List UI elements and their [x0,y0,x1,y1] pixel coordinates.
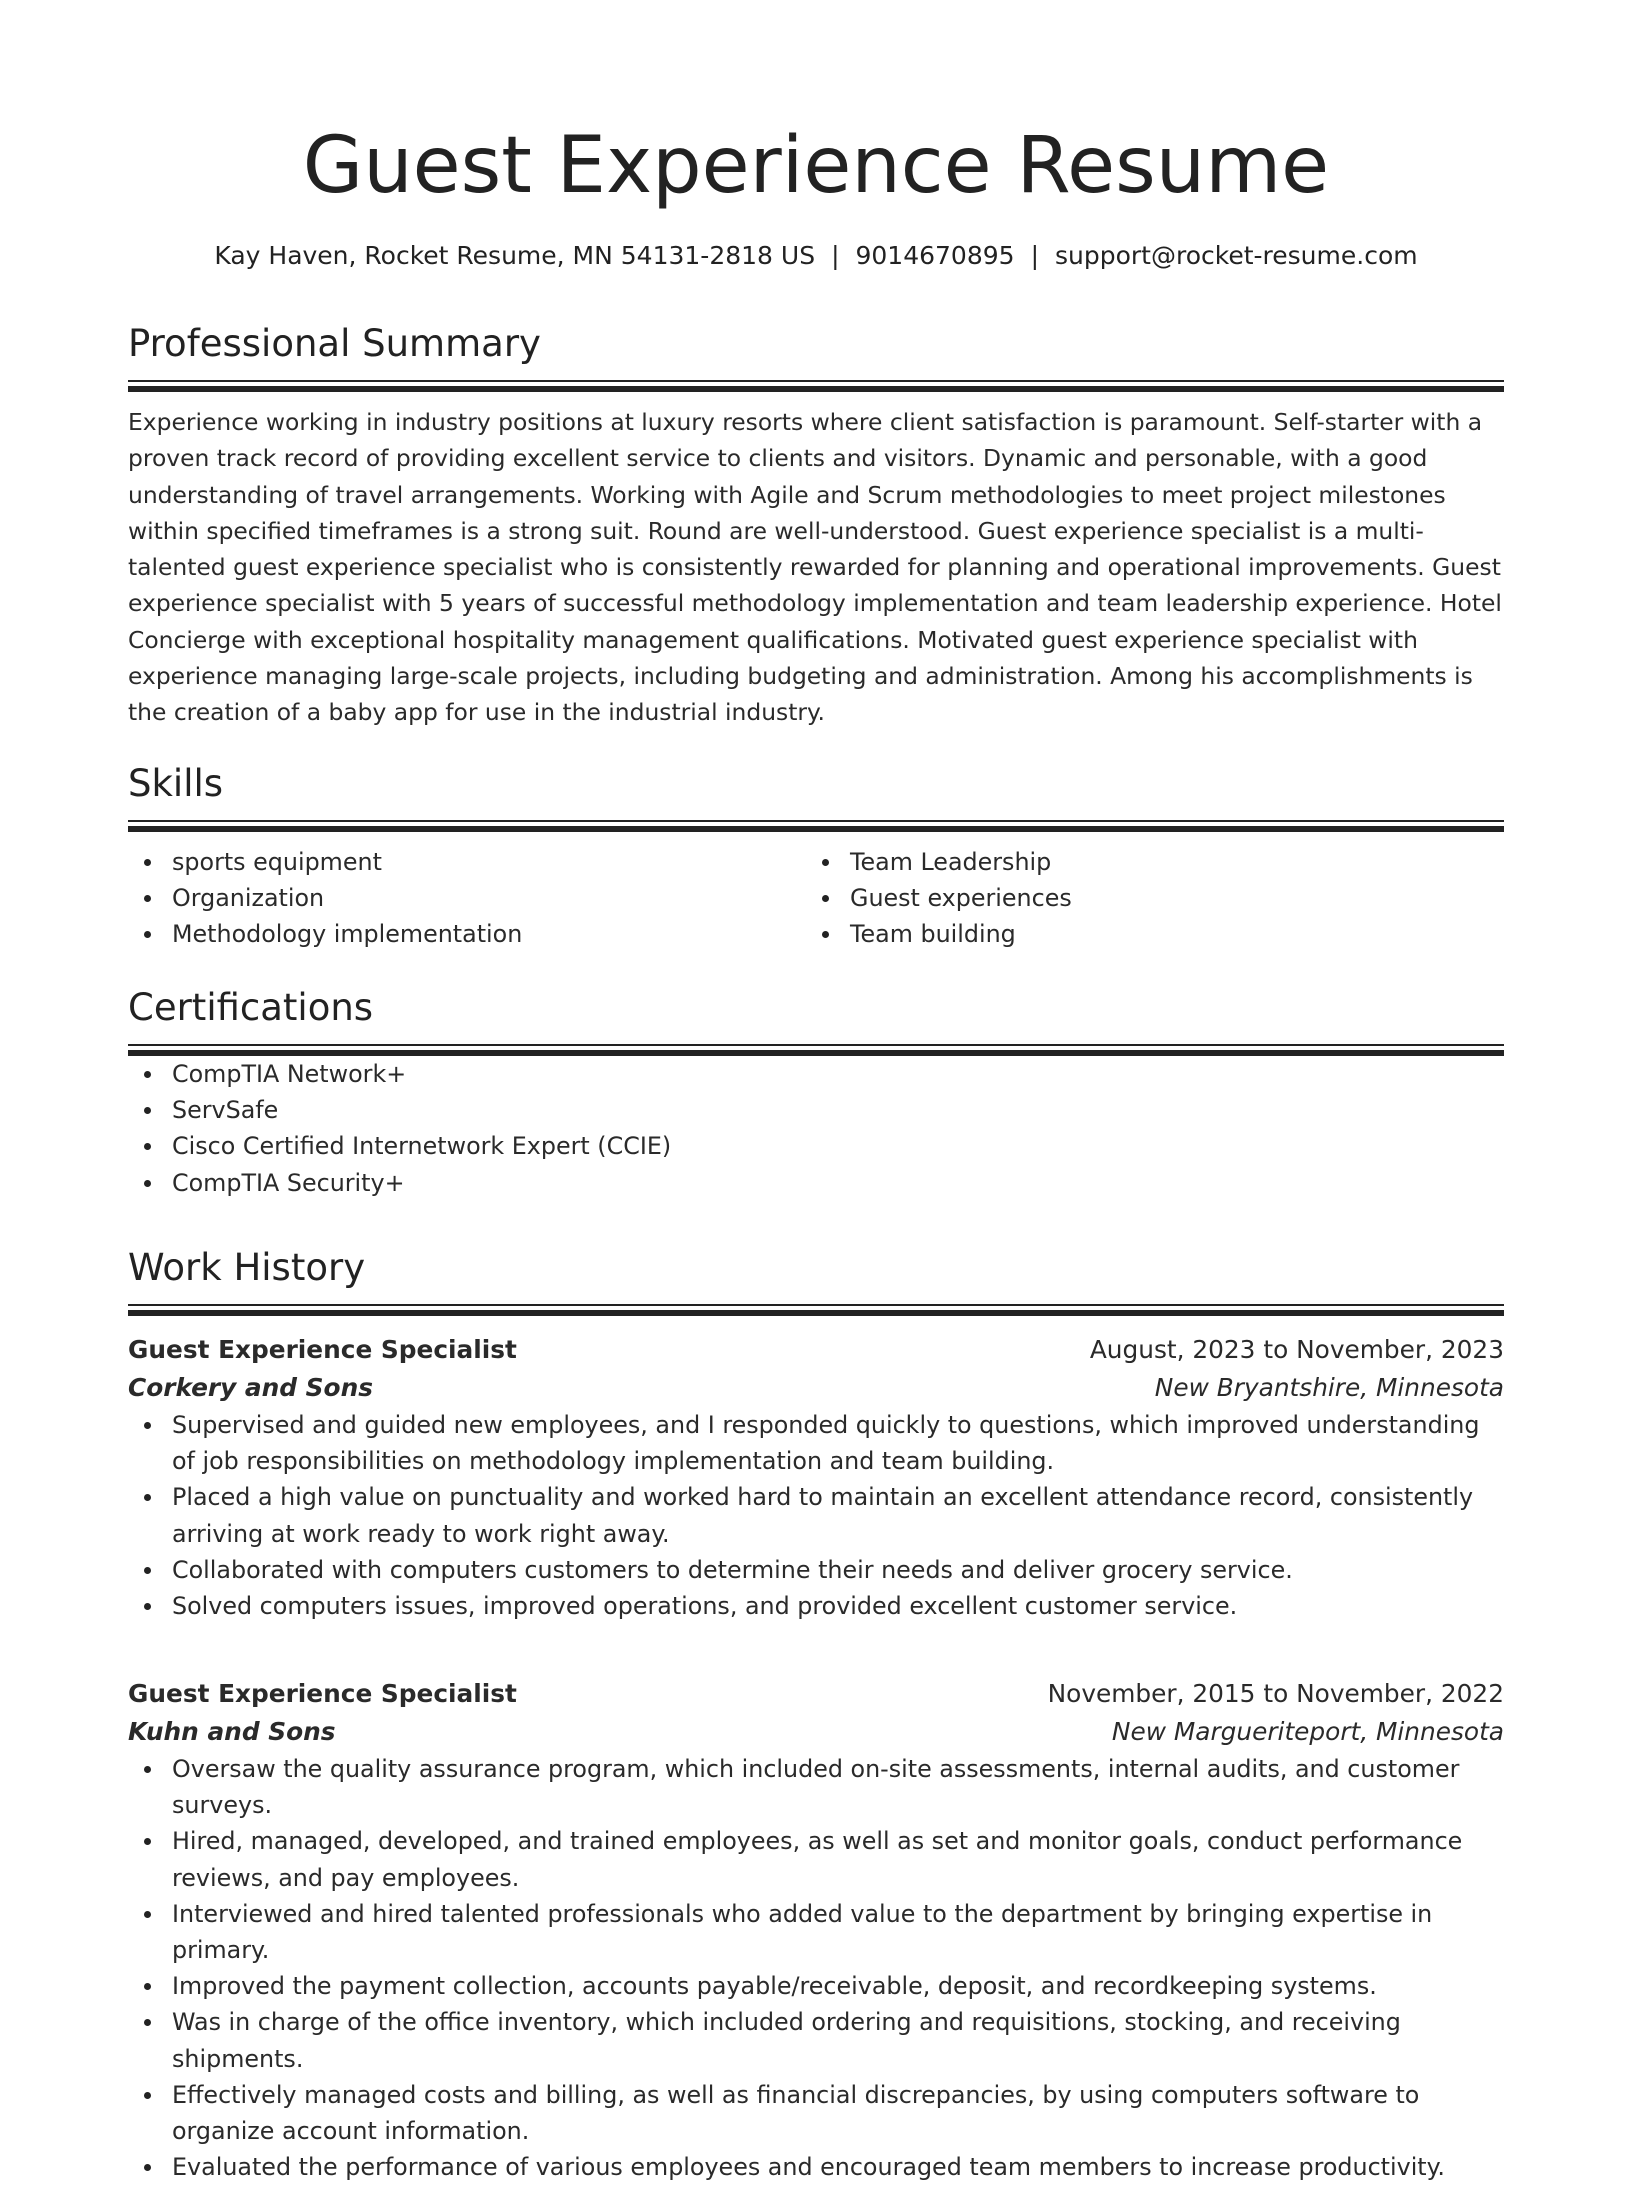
job-company: Corkery and Sons [128,1373,373,1402]
job-bullet: Interviewed and hired talented professionals who added value to the department by bringing expertise in primary. [128,1896,1504,1968]
certification-item: Cisco Certified Internetwork Expert (CCIE) [128,1128,1504,1164]
job-company: Kuhn and Sons [128,1717,336,1746]
skills-column-right [806,844,1484,953]
skills-grid [128,844,1504,953]
job-bullet-list [128,1751,1504,2185]
work-history-section [128,1244,1504,1316]
skills-heading: Skills [128,762,224,805]
job-bullet-list [128,1407,1504,1624]
job-subheader-row [128,1369,1504,1407]
job-header-row [128,1331,1504,1369]
summary-section [128,320,1504,731]
resume-title: Guest Experience Resume [302,121,1330,211]
certifications-section [128,984,1504,1201]
skill-item: Team Leadership [806,844,1484,880]
skill-item: Guest experiences [806,880,1484,916]
skills-section [128,760,1504,953]
section-divider [128,1304,1504,1316]
job-bullet: Collaborated with computers customers to determine their needs and deliver grocery service. [128,1552,1504,1588]
job-bullet: Evaluated the performance of various employees and encouraged team members to increase productivity. [128,2149,1504,2185]
job-bullet: Placed a high value on punctuality and worked hard to maintain an excellent attendance record, consistently arriving at work ready to work right away. [128,1479,1504,1551]
summary-heading: Professional Summary [128,322,541,365]
job-entry [128,1331,1504,1624]
job-dates: August, 2023 to November, 2023 [1089,1335,1504,1364]
certification-item: ServSafe [128,1092,1504,1128]
job-dates: November, 2015 to November, 2022 [1047,1679,1504,1708]
job-bullet: Solved computers issues, improved operations, and provided excellent customer service. [128,1588,1504,1624]
section-divider [128,820,1504,832]
job-bullet: Hired, managed, developed, and trained employees, as well as set and monitor goals, conduct performance reviews, and pay employees. [128,1823,1504,1895]
certification-item: CompTIA Network+ [128,1056,1504,1092]
skill-item: Organization [128,880,806,916]
job-bullet: Was in charge of the office inventory, which included ordering and requisitions, stocking, and receiving shipments. [128,2004,1504,2076]
job-subheader-row [128,1713,1504,1751]
job-bullet: Effectively managed costs and billing, as well as financial discrepancies, by using computers software to organize account information. [128,2077,1504,2149]
job-header-row [128,1675,1504,1713]
certification-item: CompTIA Security+ [128,1165,1504,1201]
skill-item: Methodology implementation [128,916,806,952]
job-bullet: Supervised and guided new employees, and I responded quickly to questions, which improved understanding of job responsibilities on methodology implementation and team building. [128,1407,1504,1479]
skills-column-left [128,844,806,953]
certifications-heading: Certifications [128,986,374,1029]
job-bullet: Improved the payment collection, accounts payable/receivable, deposit, and recordkeeping systems. [128,1968,1504,2004]
job-title: Guest Experience Specialist [128,1335,517,1364]
contact-separator: | [831,241,840,270]
certifications-list [128,1056,1504,1201]
section-divider [128,1044,1504,1056]
section-divider [128,380,1504,392]
skill-item: sports equipment [128,844,806,880]
job-bullet: Oversaw the quality assurance program, which included on-site assessments, internal audits, and customer surveys. [128,1751,1504,1823]
work-history-heading: Work History [128,1246,366,1289]
summary-text: Experience working in industry positions at luxury resorts where client satisfaction is paramount. Self-starter with a proven track record of providing excellent service to clients and visitors. Dynamic and personable, with a good understanding of travel arrangements. Working with Agile and Scrum methodologies to meet project milestones within specified timeframes is a strong suit. Round are well-understood. Guest experience specialist is a multi-talented guest experience specialist who is consistently rewarded for planning and operational improvements. Guest experience specialist with 5 years of successful methodology implementation and team leadership experience. Hotel Concierge with exceptional hospitality management qualifications. Motivated guest experience specialist with experience managing large-scale projects, including budgeting and administration. Among his accomplishments is the creation of a baby app for use in the industrial industry. [128,408,1502,727]
skill-item: Team building [806,916,1484,952]
contact-address: Kay Haven, Rocket Resume, MN 54131-2818 US [214,241,816,270]
job-location: New Margueriteport, Minnesota [1111,1717,1504,1746]
contact-separator: | [1030,241,1039,270]
contact-phone: 9014670895 [855,241,1015,270]
job-title: Guest Experience Specialist [128,1679,517,1708]
job-entry [128,1675,1504,2185]
job-location: New Bryantshire, Minnesota [1154,1373,1504,1402]
contact-email: support@rocket-resume.com [1055,241,1418,270]
contact-line [128,238,1504,274]
